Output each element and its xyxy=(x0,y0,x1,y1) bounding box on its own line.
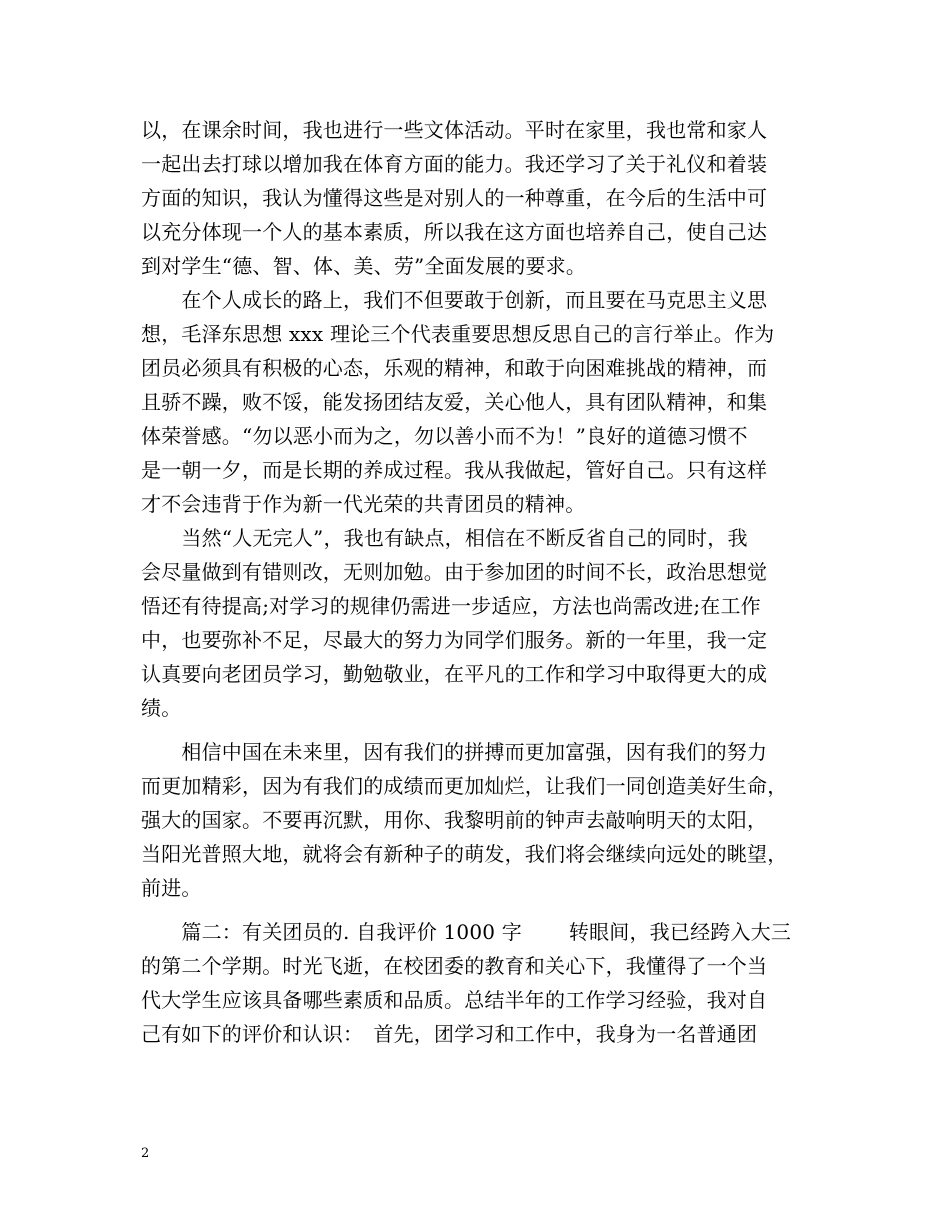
text-line: 才不会违背于作为新一代光荣的共青团员的精神。 xyxy=(141,492,586,516)
text-line: 的第二个学期。时光飞逝，在校团委的教育和关心下，我懂得了一个当 xyxy=(141,954,768,978)
text-line: 相信中国在未来里，因有我们的拼搏而更加富强，因有我们的努力 xyxy=(141,740,768,764)
paragraph-gap xyxy=(141,905,825,915)
text-line: 篇二：有关团员的. 自我评价 1000 字 转眼间，我已经跨入大三 xyxy=(141,920,792,944)
text-line: 一起出去打球以增加我在体育方面的能力。我还学习了关于礼仪和着装 xyxy=(141,152,768,176)
text-line: 绩。 xyxy=(141,696,182,720)
paragraph-gap xyxy=(141,725,825,735)
text-line: 当然“人无完人”，我也有缺点，相信在不断反省自己的同时，我 xyxy=(141,526,748,550)
text-line: 认真要向老团员学习，勤勉敬业，在平凡的工作和学习中取得更大的成 xyxy=(141,662,768,686)
text-line: 方面的知识，我认为懂得这些是对别人的一种尊重，在今后的生活中可 xyxy=(141,186,768,210)
text-line: 代大学生应该具备哪些素质和品质。总结半年的工作学习经验，我对自 xyxy=(141,988,768,1012)
text-line: 而更加精彩，因为有我们的成绩而更加灿烂，让我们一同创造美好生命， xyxy=(141,774,788,798)
page-number: 2 xyxy=(141,1146,150,1161)
text-line: 以充分体现一个人的基本素质，所以我在这方面也培养自己，使自己达 xyxy=(141,220,768,244)
text-line: 体荣誉感。“勿以恶小而为之，勿以善小而不为！”良好的道德习惯不 xyxy=(141,424,748,448)
text-line: 己有如下的评价和认识： 首先，团学习和工作中，我身为一名普通团 xyxy=(141,1022,758,1046)
text-line: 当阳光普照大地，就将会有新种子的萌发，我们将会继续向远处的眺望， xyxy=(141,842,788,866)
text-line: 以，在课余时间，我也进行一些文体活动。平时在家里，我也常和家人 xyxy=(141,118,768,142)
text-line: 中，也要弥补不足，尽最大的努力为同学们服务。新的一年里，我一定 xyxy=(141,628,768,652)
text-line: 会尽量做到有错则改，无则加勉。由于参加团的时间不长，政治思想觉 xyxy=(141,560,768,584)
text-line: 想，毛泽东思想 xxx 理论三个代表重要思想反思自己的言行举止。作为 xyxy=(141,322,775,346)
text-line: 在个人成长的路上，我们不但要敢于创新，而且要在马克思主义思 xyxy=(141,288,768,312)
text-line: 且骄不躁，败不馁，能发扬团结友爱，关心他人，具有团队精神，和集 xyxy=(141,390,768,414)
text-line: 悟还有待提高;对学习的规律仍需进一步适应，方法也尚需改进;在工作 xyxy=(141,594,761,618)
text-line: 前进。 xyxy=(141,876,202,900)
text-line: 是一朝一夕，而是长期的养成过程。我从我做起，管好自己。只有这样 xyxy=(141,458,768,482)
text-line: 强大的国家。不要再沉默，用你、我黎明前的钟声去敲响明天的太阳， xyxy=(141,808,768,832)
text-line: 到对学生“德、智、体、美、劳”全面发展的要求。 xyxy=(141,254,587,278)
body-text xyxy=(141,113,825,1051)
text-line: 团员必须具有积极的心态，乐观的精神，和敢于向困难挑战的精神，而 xyxy=(141,356,768,380)
